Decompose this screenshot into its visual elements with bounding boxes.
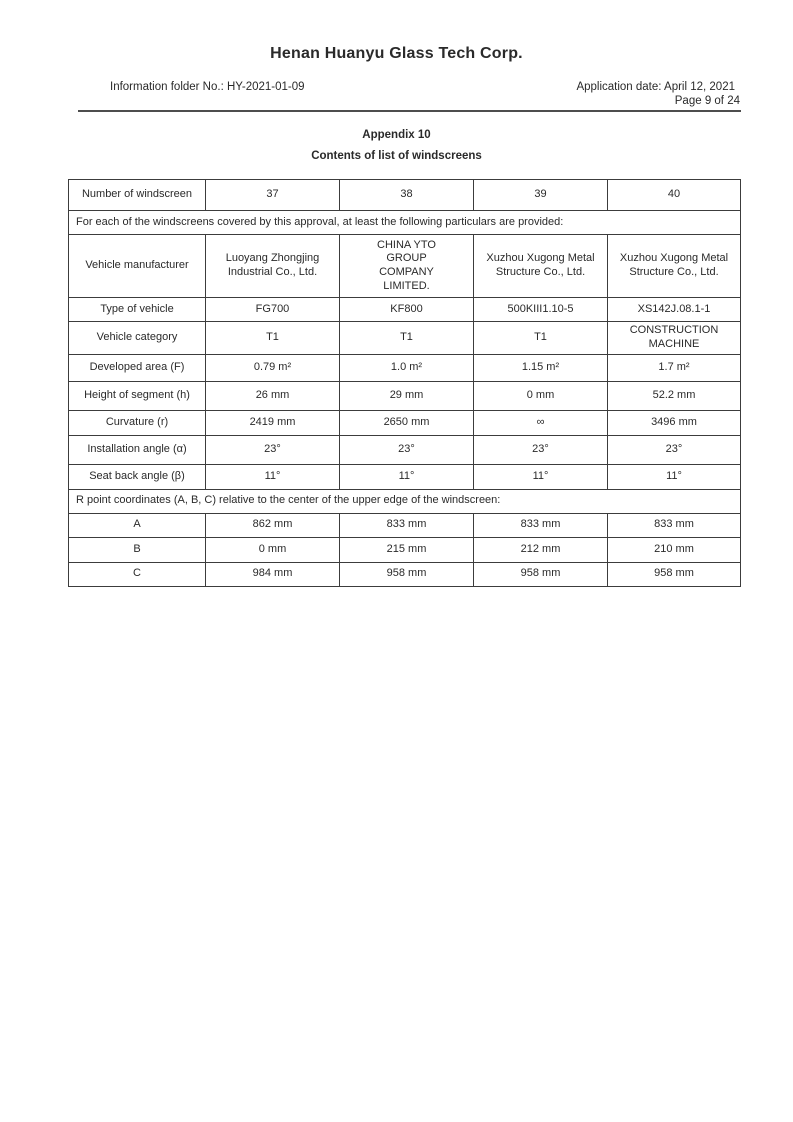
- table-row-developed-area: [69, 354, 741, 381]
- row-label: Curvature (r): [69, 410, 206, 435]
- table-cell: T1: [340, 322, 474, 355]
- table-cell: 38: [340, 180, 474, 211]
- table-cell: T1: [206, 322, 340, 355]
- table-row-note: [69, 211, 741, 235]
- table-cell: 39: [474, 180, 608, 211]
- table-cell: 23°: [206, 435, 340, 464]
- table-cell: Luoyang Zhongjing Industrial Co., Ltd.: [206, 235, 340, 298]
- table-cell: Xuzhou Xugong Metal Structure Co., Ltd.: [608, 235, 741, 298]
- table-cell: 1.0 m²: [340, 354, 474, 381]
- table-row-seat-back-angle: [69, 464, 741, 489]
- table-cell: 37: [206, 180, 340, 211]
- table-cell: 40: [608, 180, 741, 211]
- table-row-number-of-windscreen: [69, 180, 741, 211]
- note-text: For each of the windscreens covered by this approval, at least the following particulars are provided:: [69, 211, 741, 235]
- table-row-height-of-segment: [69, 381, 741, 410]
- table-cell: CONSTRUCTION MACHINE: [608, 322, 741, 355]
- table-cell: 23°: [474, 435, 608, 464]
- table-row-curvature: [69, 410, 741, 435]
- table-row-coordinate-a: [69, 513, 741, 537]
- table-cell: 1.15 m²: [474, 354, 608, 381]
- table-cell: 0.79 m²: [206, 354, 340, 381]
- table-cell: 11°: [474, 464, 608, 489]
- row-label: Height of segment (h): [69, 381, 206, 410]
- table-cell: 833 mm: [340, 513, 474, 537]
- table-cell: 958 mm: [474, 562, 608, 586]
- application-date: Application date: April 12, 2021: [576, 81, 735, 93]
- table-cell: 212 mm: [474, 537, 608, 562]
- table-cell: 0 mm: [206, 537, 340, 562]
- header-divider: [78, 110, 741, 112]
- table-cell: 1.7 m²: [608, 354, 741, 381]
- table-cell: 862 mm: [206, 513, 340, 537]
- row-label: Vehicle category: [69, 322, 206, 355]
- table-cell: 11°: [206, 464, 340, 489]
- table-cell: 11°: [340, 464, 474, 489]
- table-cell: 0 mm: [474, 381, 608, 410]
- table-row-type-of-vehicle: [69, 298, 741, 322]
- table-cell: 984 mm: [206, 562, 340, 586]
- table-cell: CHINA YTO GROUP COMPANY LIMITED.: [340, 235, 474, 298]
- row-label: C: [69, 562, 206, 586]
- row-label: Vehicle manufacturer: [69, 235, 206, 298]
- note-text: R point coordinates (A, B, C) relative to the center of the upper edge of the windscreen:: [69, 489, 741, 513]
- table-row-coordinate-c: [69, 562, 741, 586]
- row-label: Type of vehicle: [69, 298, 206, 322]
- table-cell: 210 mm: [608, 537, 741, 562]
- table-cell: 23°: [608, 435, 741, 464]
- document-header-row: [0, 81, 793, 93]
- table-cell: 958 mm: [340, 562, 474, 586]
- table-cell: FG700: [206, 298, 340, 322]
- appendix-title: Appendix 10: [362, 129, 431, 141]
- table-cell: 52.2 mm: [608, 381, 741, 410]
- table-cell: 2650 mm: [340, 410, 474, 435]
- table-cell: ∞: [474, 410, 608, 435]
- row-label: Seat back angle (β): [69, 464, 206, 489]
- row-label: A: [69, 513, 206, 537]
- table-cell: Xuzhou Xugong Metal Structure Co., Ltd.: [474, 235, 608, 298]
- table-cell: 2419 mm: [206, 410, 340, 435]
- table-row-note: [69, 489, 741, 513]
- table-cell: 833 mm: [474, 513, 608, 537]
- appendix-subtitle: Contents of list of windscreens: [311, 150, 482, 162]
- row-label: Installation angle (α): [69, 435, 206, 464]
- table-cell: 29 mm: [340, 381, 474, 410]
- table-row-installation-angle: [69, 435, 741, 464]
- table-row-coordinate-b: [69, 537, 741, 562]
- table-cell: KF800: [340, 298, 474, 322]
- table-cell: 500KIII1.10-5: [474, 298, 608, 322]
- table-cell: 833 mm: [608, 513, 741, 537]
- table-cell: XS142J.08.1-1: [608, 298, 741, 322]
- row-label: Developed area (F): [69, 354, 206, 381]
- table-cell: 958 mm: [608, 562, 741, 586]
- row-label: Number of windscreen: [69, 180, 206, 211]
- table-cell: 3496 mm: [608, 410, 741, 435]
- table-row-vehicle-category: [69, 322, 741, 355]
- table-cell: T1: [474, 322, 608, 355]
- table-cell: 215 mm: [340, 537, 474, 562]
- table-cell: 11°: [608, 464, 741, 489]
- table-cell: 23°: [340, 435, 474, 464]
- windscreen-table: [68, 179, 741, 587]
- page-number: Page 9 of 24: [674, 95, 740, 107]
- company-title: Henan Huanyu Glass Tech Corp.: [270, 45, 523, 62]
- table-row-vehicle-manufacturer: [69, 235, 741, 298]
- information-folder-number: Information folder No.: HY-2021-01-09: [110, 81, 305, 93]
- table-cell: 26 mm: [206, 381, 340, 410]
- row-label: B: [69, 537, 206, 562]
